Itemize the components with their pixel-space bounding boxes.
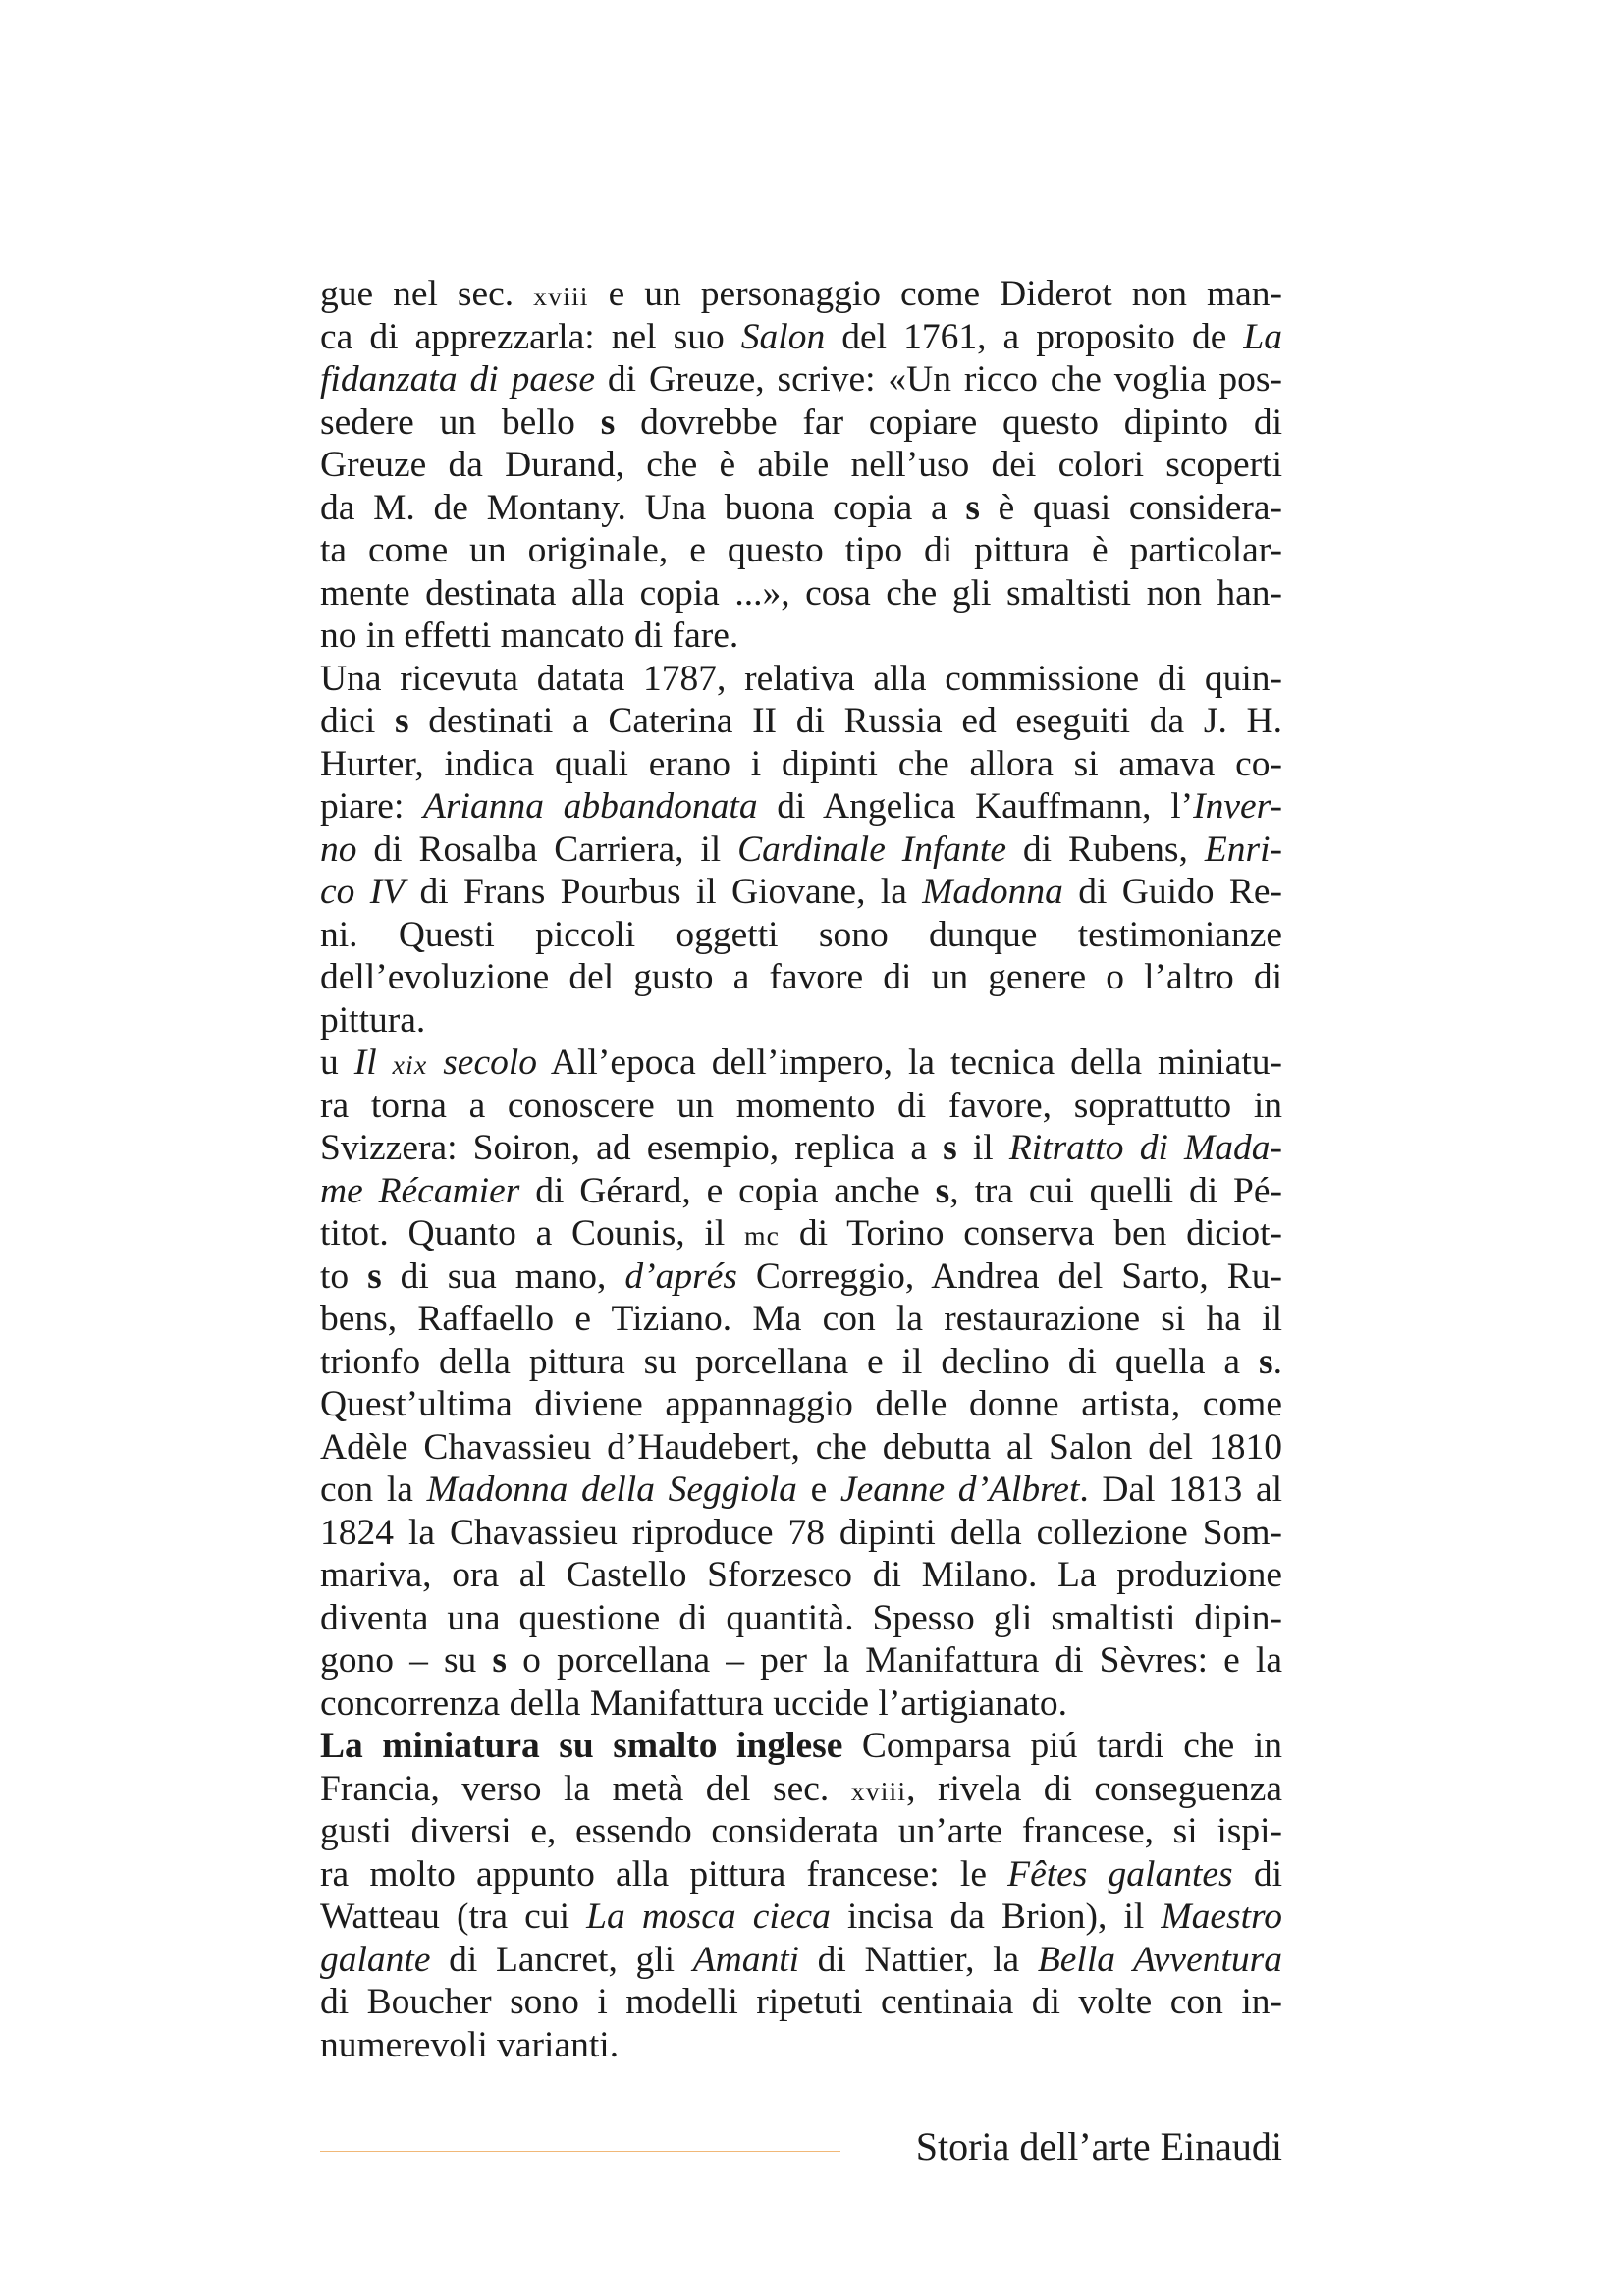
italic-text: La — [1243, 316, 1282, 357]
text-run: sedere un bello — [320, 401, 601, 443]
text-line — [320, 614, 1282, 658]
text-line — [320, 572, 1282, 615]
italic-text: Amanti — [692, 1939, 800, 1980]
bold-text: s — [492, 1640, 508, 1681]
italic-text: co IV — [320, 872, 406, 912]
italic-text: Enri- — [1204, 828, 1282, 870]
text-line — [320, 487, 1282, 530]
text-run: e un personaggio come Diderot non man- — [588, 274, 1282, 314]
text-line — [320, 743, 1282, 786]
text-run: trionfo della pittura su porcellana e il declino di quella a — [320, 1341, 1260, 1382]
text-line — [320, 1512, 1282, 1555]
bold-text: s — [394, 701, 409, 741]
text-line — [320, 1170, 1282, 1213]
italic-text: secolo — [427, 1042, 538, 1083]
italic-text: Bella Avventura — [1037, 1939, 1282, 1980]
bold-text: s — [1259, 1341, 1273, 1382]
text-run: gue nel sec. — [320, 274, 534, 314]
text-run: Francia, verso la metà del sec. — [320, 1768, 851, 1809]
italic-text: Jeanne d’Albret — [839, 1469, 1080, 1510]
text-line — [320, 1041, 1282, 1085]
text-line — [320, 529, 1282, 572]
text-line — [320, 1597, 1282, 1640]
text-line — [320, 1127, 1282, 1170]
italic-text: Madonna — [922, 872, 1063, 912]
text-run: 1824 la Chavassieu riproduce 78 dipinti della collezione Som- — [320, 1512, 1282, 1553]
text-run: , rivela di conseguenza — [906, 1768, 1282, 1809]
italic-text: d’aprés — [624, 1255, 737, 1297]
text-line — [320, 1255, 1282, 1299]
text-line — [320, 871, 1282, 914]
text-line — [320, 1768, 1282, 1811]
italic-text: Salon — [740, 316, 826, 357]
text-run: diventa una questione di quantità. Spesso gli smaltisti dipin- — [320, 1597, 1282, 1638]
text-line — [320, 1896, 1282, 1939]
text-line — [320, 1725, 1282, 1768]
text-line — [320, 1085, 1282, 1128]
bold-text: La miniatura su smalto inglese — [320, 1726, 843, 1766]
text-run: incisa da Brion), il — [830, 1896, 1162, 1937]
text-line — [320, 1468, 1282, 1512]
footer-rule — [320, 2151, 840, 2152]
text-run: da M. de Montany. Una buona copia a — [320, 487, 966, 528]
text-run: no in effetti mancato di fare. — [320, 615, 739, 656]
text-run: titot. Quanto a Counis, il — [320, 1213, 744, 1254]
text-line — [320, 1554, 1282, 1597]
text-line — [320, 1426, 1282, 1469]
text-line — [320, 1383, 1282, 1426]
text-run: dovrebbe far copiare questo dipinto di — [615, 401, 1282, 443]
text-run: xviii — [850, 1776, 907, 1807]
text-line — [320, 1298, 1282, 1341]
bold-text: s — [935, 1170, 950, 1211]
text-run: di Guido Re- — [1062, 872, 1282, 912]
text-run: bens, Raffaello e Tiziano. Ma con la restaurazione si ha il — [320, 1299, 1282, 1339]
italic-text: Ritratto di Mada- — [1008, 1128, 1282, 1168]
italic-text: Madonna della Seggiola — [426, 1469, 797, 1510]
text-line — [320, 2024, 1282, 2067]
text-line — [320, 1853, 1282, 1896]
text-run: concorrenza della Manifattura uccide l’artigianato. — [320, 1682, 1068, 1724]
text-run: xviii — [533, 282, 589, 312]
text-run: All’epoca dell’impero, la tecnica della miniatu- — [537, 1042, 1282, 1083]
text-line — [320, 316, 1282, 359]
italic-text: Inver- — [1193, 786, 1282, 827]
text-line — [320, 956, 1282, 999]
text-run: gusti diversi e, essendo considerata un’arte francese, si ispi- — [320, 1811, 1282, 1851]
text-run: di Torino conserva ben diciot- — [780, 1213, 1282, 1254]
italic-text: galante — [320, 1939, 431, 1980]
text-line — [320, 658, 1282, 701]
text-run: ni. Questi piccoli oggetti sono dunque testimonianze — [320, 914, 1282, 955]
text-run: di Boucher sono i modelli ripetuti centinaia di volte con in- — [320, 1982, 1282, 2022]
text-run: di Rosalba Carriera, il — [356, 828, 738, 870]
text-run: Adèle Chavassieu d’Haudebert, che debutta al Salon del 1810 — [320, 1426, 1282, 1468]
text-run: Hurter, indica quali erano i dipinti che allora si amava co- — [320, 743, 1282, 784]
text-run: Correggio, Andrea del Sarto, Ru- — [736, 1255, 1282, 1297]
text-run: di Lancret, gli — [430, 1939, 693, 1980]
text-run: con la — [320, 1469, 427, 1510]
text-line — [320, 273, 1282, 316]
text-run: o porcellana – per la Manifattura di Sèvres: e la — [507, 1640, 1282, 1681]
italic-text: Cardinale Infante — [737, 828, 1006, 870]
text-run: di Greuze, scrive: «Un ricco che voglia pos- — [595, 359, 1282, 400]
text-run: , tra cui quelli di Pé- — [949, 1170, 1282, 1211]
text-run: di Rubens, — [1006, 828, 1205, 870]
text-line — [320, 1939, 1282, 1982]
italic-text: Il — [353, 1042, 393, 1083]
italic-text: no — [320, 828, 357, 870]
italic-text: fidanzata di paese — [320, 359, 595, 400]
text-run: di — [1232, 1853, 1282, 1895]
text-line — [320, 1682, 1282, 1726]
italic-text: La mosca cieca — [586, 1896, 831, 1937]
text-line — [320, 358, 1282, 401]
text-run: destinati a Caterina II di Russia ed eseguiti da J. H. — [408, 701, 1282, 741]
body-text — [320, 273, 1282, 2066]
italic-text: Maestro — [1161, 1896, 1283, 1937]
text-run: dici — [320, 701, 395, 741]
text-run: ra molto appunto alla pittura francese: le — [320, 1853, 1008, 1895]
text-run: è quasi considera- — [979, 487, 1282, 528]
text-run: Svizzera: Soiron, ad esempio, replica a — [320, 1128, 944, 1168]
bold-text: s — [367, 1255, 382, 1297]
text-run: numerevoli varianti. — [320, 2024, 620, 2065]
bold-text: s — [943, 1128, 957, 1168]
text-run: Una ricevuta datata 1787, relativa alla commissione di quin- — [320, 658, 1282, 699]
text-run: pittura. — [320, 999, 426, 1041]
text-line — [320, 1341, 1282, 1384]
text-run: il — [956, 1128, 1009, 1168]
text-run: di Angelica Kauffmann, l’ — [757, 786, 1194, 827]
text-run: . — [1272, 1341, 1282, 1382]
italic-text: me Récamier — [320, 1170, 520, 1211]
text-run: gono – su — [320, 1640, 493, 1681]
text-run: mc — [743, 1221, 781, 1252]
text-line — [320, 828, 1282, 872]
text-run: di Nattier, la — [799, 1939, 1038, 1980]
text-run: e — [796, 1469, 840, 1510]
text-run: piare: — [320, 786, 424, 827]
text-run: u — [320, 1042, 354, 1083]
text-run: mariva, ora al Castello Sforzesco di Milano. La produzione — [320, 1555, 1282, 1595]
text-run: ra torna a conoscere un momento di favore, soprattutto in — [320, 1085, 1282, 1126]
text-run: del 1761, a proposito de — [825, 316, 1244, 357]
text-run: ca di apprezzarla: nel suo — [320, 316, 741, 357]
text-line — [320, 914, 1282, 957]
text-line — [320, 1981, 1282, 2024]
italic-text: xix — [392, 1050, 428, 1081]
italic-text: Fêtes galantes — [1007, 1853, 1233, 1895]
text-run: . Dal 1813 al — [1079, 1469, 1283, 1510]
text-run: di sua mano, — [381, 1255, 625, 1297]
text-line — [320, 999, 1282, 1042]
text-run: to — [320, 1255, 368, 1297]
text-run: dell’evoluzione del gusto a favore di un genere o l’altro di — [320, 957, 1282, 997]
text-line — [320, 1639, 1282, 1682]
text-line — [320, 700, 1282, 743]
footer-title: Storia dell’arte Einaudi — [915, 2124, 1282, 2168]
text-line — [320, 444, 1282, 487]
text-run: di Frans Pourbus il Giovane, la — [405, 872, 923, 912]
text-line — [320, 1810, 1282, 1853]
text-run: ta come un originale, e questo tipo di pittura è particolar- — [320, 530, 1282, 570]
text-run: Quest’ultima diviene appannaggio delle donne artista, come — [320, 1384, 1282, 1424]
text-run: Comparsa piú tardi che in — [842, 1726, 1282, 1766]
text-run: mente destinata alla copia ...», cosa che gli smaltisti non han- — [320, 572, 1282, 614]
text-run: di Gérard, e copia anche — [519, 1170, 936, 1211]
bold-text: s — [600, 401, 616, 443]
text-run: Greuze da Durand, che è abile nell’uso dei colori scoperti — [320, 445, 1282, 485]
italic-text: Arianna abbandonata — [423, 786, 758, 827]
text-run: Watteau (tra cui — [320, 1896, 587, 1937]
bold-text: s — [965, 487, 980, 528]
text-line — [320, 401, 1282, 445]
text-line — [320, 1212, 1282, 1255]
text-line — [320, 785, 1282, 828]
